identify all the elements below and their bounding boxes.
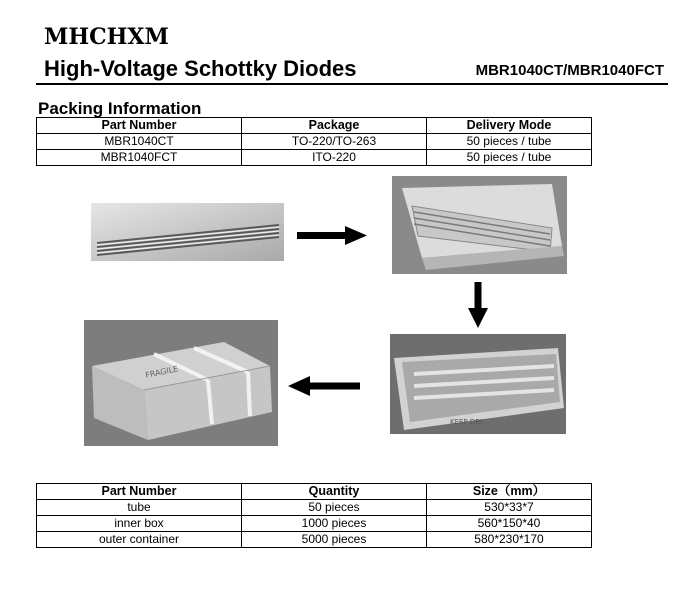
- quantity-table: [36, 483, 592, 548]
- table-cell: inner box: [37, 516, 242, 532]
- arrow-down-icon: [468, 282, 488, 328]
- table-cell: 1000 pieces: [242, 516, 427, 532]
- outer-container-image: [84, 320, 278, 446]
- box-print: FRAGILE: [144, 364, 179, 380]
- table-cell: 560*150*40: [427, 516, 592, 532]
- table-cell: tube: [37, 500, 242, 516]
- packing-table: [36, 117, 592, 166]
- table-row: [37, 134, 592, 150]
- section-title: Packing Information: [38, 99, 202, 118]
- box-print: KEEP DRY: [450, 418, 484, 426]
- inner-box-filled-photo: [390, 334, 566, 434]
- table-header-row: [37, 118, 592, 134]
- table-cell: 530*33*7: [427, 500, 592, 516]
- column-header: Quantity: [242, 484, 427, 500]
- table-row: [37, 500, 592, 516]
- model-number: MBR1040CT/MBR1040FCT: [475, 62, 664, 79]
- arrow-left-icon: [288, 376, 360, 396]
- column-header: Size（mm）: [427, 484, 592, 500]
- tubes-photo: [91, 203, 284, 261]
- table-row: [37, 516, 592, 532]
- page-title: High-Voltage Schottky Diodes: [44, 56, 357, 81]
- inner-box-open-image: [392, 176, 567, 274]
- tubes-image: [91, 203, 284, 261]
- outer-container-photo: [84, 320, 278, 446]
- table-header-row: [37, 484, 592, 500]
- column-header: Package: [242, 118, 427, 134]
- table-cell: MBR1040CT: [37, 134, 242, 150]
- header-divider: [36, 83, 668, 85]
- table-cell: 5000 pieces: [242, 532, 427, 548]
- table-cell: 50 pieces / tube: [427, 150, 592, 166]
- table-row: [37, 150, 592, 166]
- company-logo: MHCHXM: [44, 24, 169, 50]
- table-cell: MBR1040FCT: [37, 150, 242, 166]
- table-cell: 50 pieces: [242, 500, 427, 516]
- table-cell: TO-220/TO-263: [242, 134, 427, 150]
- column-header: Part Number: [37, 118, 242, 134]
- table-cell: 580*230*170: [427, 532, 592, 548]
- inner-box-filled-image: [390, 334, 566, 434]
- table-row: [37, 532, 592, 548]
- column-header: Part Number: [37, 484, 242, 500]
- table-cell: 50 pieces / tube: [427, 134, 592, 150]
- inner-box-open-photo: [392, 176, 567, 274]
- column-header: Delivery Mode: [427, 118, 592, 134]
- table-cell: outer container: [37, 532, 242, 548]
- table-cell: ITO-220: [242, 150, 427, 166]
- arrow-right-icon: [297, 226, 367, 246]
